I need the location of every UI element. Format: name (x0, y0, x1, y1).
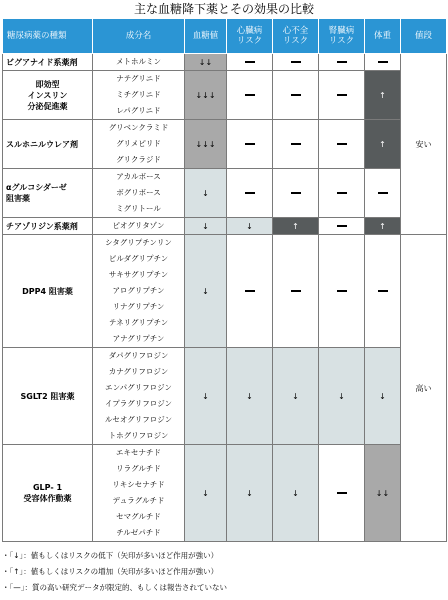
weight-effect (365, 120, 401, 169)
glucose-effect (185, 71, 227, 120)
ingredient-name: アログリプチン (112, 286, 165, 295)
heart-risk-effect (227, 235, 273, 348)
heart-risk-effect (227, 54, 273, 71)
dash-mark (291, 290, 301, 292)
ingredient-name: リラグルチド (116, 464, 161, 473)
arrow-mark: ↓ (202, 286, 209, 296)
arrow-mark: ↓ (202, 221, 209, 231)
drug-class-name: αグルコシダーゼ 阻害薬 (3, 169, 93, 218)
dash-mark (245, 94, 255, 96)
arrow-mark: ↓ (246, 488, 253, 498)
ingredient-name: ボグリボース (116, 188, 161, 197)
arrow-mark: ↑ (379, 221, 386, 231)
glucose-effect (185, 169, 227, 218)
ingredient-name: ダパグリフロジン (108, 351, 169, 360)
page-title: 主な血糖降下薬とその効果の比較 (133, 2, 314, 16)
heart-failure-effect (273, 235, 319, 348)
kidney-risk-effect (319, 445, 365, 542)
arrow-mark: ↓ (202, 188, 209, 198)
ingredient-name: アナグリプチン (112, 334, 165, 343)
ingredient-name: ミグリトール (116, 204, 161, 213)
weight-effect (365, 54, 401, 71)
table-row (3, 71, 447, 120)
dash-mark (337, 94, 347, 96)
ingredient-list (93, 71, 185, 120)
arrow-mark: ↓↓ (198, 57, 213, 67)
dash-mark (337, 290, 347, 292)
drug-class-name: DPP4 阻害薬 (3, 235, 93, 348)
glucose-effect (185, 54, 227, 71)
glucose-effect (185, 348, 227, 445)
ingredient-name: ルセオグリフロジン (104, 415, 173, 424)
table-row (3, 54, 447, 71)
arrow-mark: ↓↓↓ (195, 90, 216, 100)
weight-effect (365, 445, 401, 542)
dash-mark (245, 143, 255, 145)
heart-risk-effect (227, 71, 273, 120)
glucose-effect (185, 445, 227, 542)
table-row (3, 169, 447, 218)
ingredient-name: デュラグルチド (112, 496, 165, 505)
dash-mark (378, 192, 388, 194)
arrow-mark: ↑ (379, 139, 386, 149)
heart-failure-effect (273, 71, 319, 120)
ingredient-name: テネリグリプチン (108, 318, 169, 327)
ingredient-name: リナグリプチン (112, 302, 165, 311)
heart-failure-effect (273, 348, 319, 445)
header-price: 値段 (401, 19, 447, 54)
table-row (3, 445, 447, 542)
legend-notes (2, 548, 227, 596)
heart-failure-effect (273, 120, 319, 169)
kidney-risk-effect (319, 54, 365, 71)
ingredient-list (93, 445, 185, 542)
drug-class-name: SGLT2 阻害薬 (3, 348, 93, 445)
ingredient-name: アカルボース (116, 172, 161, 181)
ingredient-name: トホグリフロジン (108, 431, 169, 440)
ingredient-name: メトホルミン (116, 57, 161, 66)
kidney-risk-effect (319, 120, 365, 169)
heart-failure-effect (273, 169, 319, 218)
header-row (3, 19, 447, 54)
heart-failure-effect (273, 54, 319, 71)
comparison-table (2, 18, 447, 542)
drug-class-name: ビグアナイド系薬剤 (3, 54, 93, 71)
glucose-effect (185, 120, 227, 169)
ingredient-name: グリクラジド (116, 155, 161, 164)
weight-effect (365, 235, 401, 348)
header-ingredient: 成分名 (93, 19, 185, 54)
header-heart-failure-risk: 心不全 リスク (273, 19, 319, 54)
kidney-risk-effect (319, 218, 365, 235)
drug-class-name: スルホニルウレア剤 (3, 120, 93, 169)
arrow-mark: ↓ (202, 488, 209, 498)
drug-class-name: チアゾリジン系薬剤 (3, 218, 93, 235)
ingredient-list (93, 120, 185, 169)
dash-mark (291, 94, 301, 96)
ingredient-name: グリメピリド (116, 139, 161, 148)
heart-risk-effect (227, 348, 273, 445)
ingredient-name: レパグリニド (116, 106, 161, 115)
heart-risk-effect (227, 120, 273, 169)
dash-mark (245, 192, 255, 194)
ingredient-list (93, 54, 185, 71)
dash-mark (337, 192, 347, 194)
ingredient-name: ミチグリニド (116, 90, 161, 99)
dash-mark (337, 225, 347, 227)
arrow-mark: ↓ (246, 391, 253, 401)
table-row (3, 235, 447, 348)
header-kidney-risk: 腎臓病 リスク (319, 19, 365, 54)
header-glucose: 血糖値 (185, 19, 227, 54)
glucose-effect (185, 218, 227, 235)
table-row (3, 348, 447, 445)
note-up: ・「↑」：値もしくはリスクの増加（矢印が多いほど作用が強い） (2, 567, 219, 576)
weight-effect (365, 169, 401, 218)
kidney-risk-effect (319, 71, 365, 120)
dash-mark (245, 61, 255, 63)
dash-mark (291, 192, 301, 194)
dash-mark (291, 61, 301, 63)
ingredient-name: ピオグリタゾン (112, 221, 165, 230)
note-dash: ・「—」：質の高い研究データが限定的、もしくは報告されていない (2, 583, 227, 592)
kidney-risk-effect (319, 169, 365, 218)
ingredient-name: カナグリフロジン (108, 367, 169, 376)
ingredient-name: サキサグリプチン (108, 270, 169, 279)
weight-effect (365, 71, 401, 120)
arrow-mark: ↓ (379, 391, 386, 401)
table-row (3, 218, 447, 235)
arrow-mark: ↑ (379, 90, 386, 100)
dash-mark (245, 290, 255, 292)
arrow-mark: ↓ (338, 391, 345, 401)
ingredient-name: セマグルチド (116, 512, 161, 521)
note-down: ・「↓」：値もしくはリスクの低下（矢印が多いほど作用が強い） (2, 551, 219, 560)
ingredient-name: グリベンクラミド (108, 123, 169, 132)
ingredient-name: ナテグリニド (116, 74, 161, 83)
ingredient-name: エンパグリフロジン (105, 383, 172, 392)
ingredient-list (93, 169, 185, 218)
heart-failure-effect (273, 218, 319, 235)
dash-mark (378, 61, 388, 63)
ingredient-name: リキシセナチド (112, 480, 165, 489)
ingredient-list (93, 235, 185, 348)
weight-effect (365, 348, 401, 445)
kidney-risk-effect (319, 235, 365, 348)
dash-mark (291, 143, 301, 145)
dash-mark (378, 290, 388, 292)
price-level: 安い (401, 54, 447, 235)
dash-mark (337, 492, 347, 494)
drug-class-name: GLP- 1 受容体作動薬 (3, 445, 93, 542)
arrow-mark: ↓ (292, 488, 299, 498)
header-type: 糖尿病薬の種類 (3, 19, 93, 54)
header-heart-risk: 心臓病 リスク (227, 19, 273, 54)
ingredient-name: イプラグリフロジン (104, 399, 173, 408)
ingredient-list (93, 348, 185, 445)
arrow-mark: ↓ (202, 391, 209, 401)
heart-failure-effect (273, 445, 319, 542)
ingredient-name: エキセナチド (116, 448, 161, 457)
heart-risk-effect (227, 445, 273, 542)
arrow-mark: ↑ (292, 221, 299, 231)
drug-class-name: 即効型 インスリン 分泌促進薬 (3, 71, 93, 120)
header-weight: 体重 (365, 19, 401, 54)
weight-effect (365, 218, 401, 235)
kidney-risk-effect (319, 348, 365, 445)
arrow-mark: ↓ (292, 391, 299, 401)
table-row (3, 120, 447, 169)
arrow-mark: ↓ (246, 221, 253, 231)
glucose-effect (185, 235, 227, 348)
price-level: 高い (401, 235, 447, 542)
dash-mark (337, 143, 347, 145)
ingredient-list (93, 218, 185, 235)
heart-risk-effect (227, 169, 273, 218)
ingredient-name: チルゼパチド (116, 528, 161, 537)
ingredient-name: シタグリプチンリン (105, 238, 172, 247)
arrow-mark: ↓↓↓ (195, 139, 216, 149)
arrow-mark: ↓↓ (375, 488, 390, 498)
heart-risk-effect (227, 218, 273, 235)
ingredient-name: ビルダグリプチン (108, 254, 169, 263)
dash-mark (337, 61, 347, 63)
